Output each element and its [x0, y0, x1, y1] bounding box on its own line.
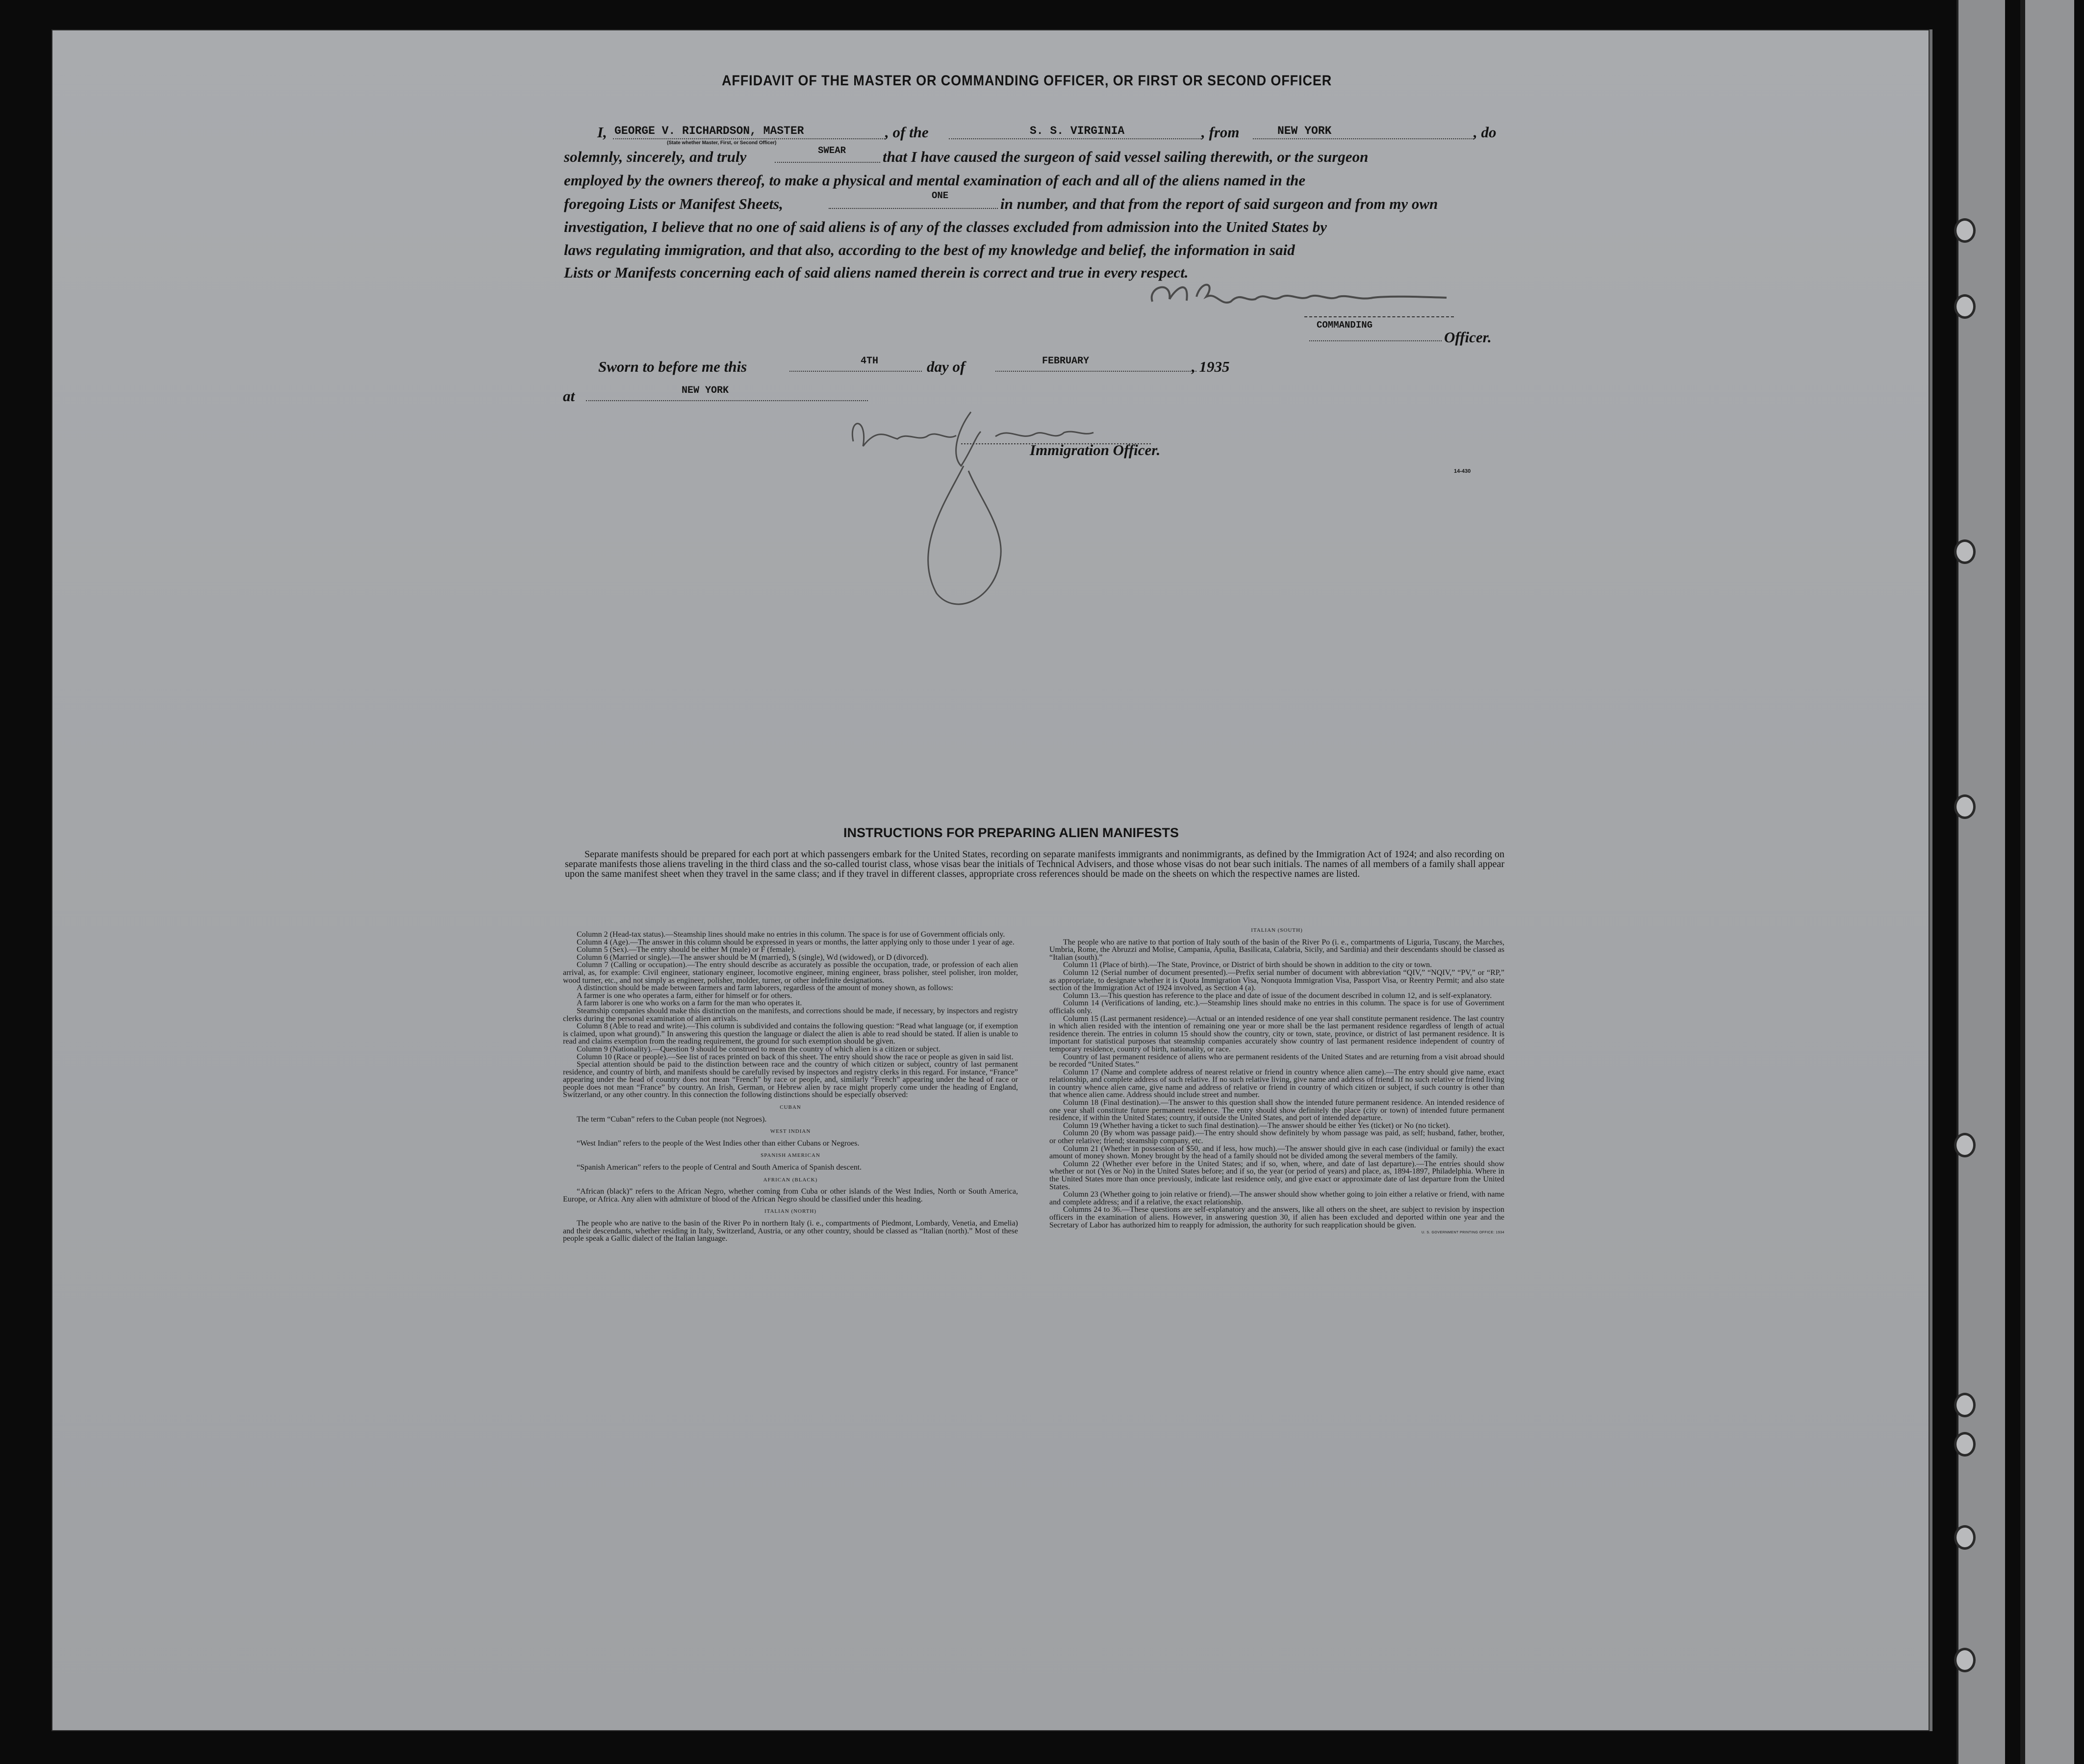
- affidavit-line-6: Lists or Manifests concerning each of said aliens named therein is correct and true in every respect.: [564, 264, 1189, 281]
- instructions-left-column: [563, 931, 1018, 1243]
- officer-label: Officer.: [1444, 329, 1492, 346]
- instruction-paragraph: Column 19 (Whether having a ticket to such final destination).—The answer should be either Yes (ticket) or No (no ticket).: [1063, 1121, 1450, 1130]
- immigration-officer-signature: [834, 402, 1157, 618]
- instruction-paragraph: Column 6 (Married or single).—The answer should be M (married), S (single), Wd (widowed), or D (divorced).: [577, 953, 929, 962]
- instruction-paragraph: Column 8 (Able to read and write).—This column is subdivided and contains the following question: “Read what language (or, if exemption is claimed, upon what ground).” In answering this question the language or dialect the alien is able to read should be stated. If alien is unable to read and claims exemption from the reading requirement, the ground for such exemption should be given.: [563, 1022, 1018, 1046]
- affidavit-line-4: investigation, I believe that no one of said aliens is of any of the classes excluded from admission into the United States by: [564, 218, 1327, 235]
- instruction-paragraph: Column 4 (Age).—The answer in this column should be expressed in years or months, the latter applying only to those under 1 year of age.: [577, 938, 1015, 946]
- instructions-right-column: [1049, 927, 1504, 1237]
- affidavit-line-3b: in number, and that from the report of said surgeon and from my own: [1000, 195, 1438, 212]
- affidavit-line-1b: that I have caused the surgeon of said vessel sailing therewith, or the surgeon: [883, 148, 1369, 165]
- name-rule: [613, 138, 885, 139]
- instruction-paragraph: Column 21 (Whether in possession of $50, and if less, how much).—The answer should give in each case (individual or family) the exact amount of money shown. Money brought by the head of a family should not be divided among the several members of the family.: [1049, 1144, 1504, 1161]
- day-rule: [789, 371, 922, 372]
- instruction-paragraph: Column 20 (By whom was passage paid).—The entry should show definitely by whom passage was paid, as self; husband, father, brother, or other relative; friend; steamship company, etc.: [1049, 1129, 1504, 1146]
- instruction-paragraph: Column 12 (Serial number of document presented).—Prefix serial number of document with abbreviation “QIV,” “NQIV,” “PV,” or “RP,” as appropriate, to designate whether it is Quota Immigration Visa, Nonquota Immigration Visa, Passport Visa, or Reentry Permit; and also state section of the Immigration Act of 1924 involved, as Section 4 (a).: [1049, 968, 1504, 993]
- instruction-paragraph: Column 7 (Calling or occupation).—The entry should describe as accurately as possible the occupation, trade, or profession of each alien arrival, as, for example: Civil engineer, stationary engineer, locomotive engineer, mining engineer, brass polisher, steel polisher, iron molder, wood turner, etc., and not simply as engineer, polisher, molder, turner, or other indefinite designations.: [563, 961, 1018, 985]
- instruction-paragraph: Column 23 (Whether going to join relative or friend).—The answer should show whether going to join either a relative or friend, with name and complete address; and if a relative, the exact relationship.: [1049, 1190, 1504, 1206]
- instructions-intro: Separate manifests should be prepared for each port at which passengers embark for the United States, recording on separate manifests immigrants and nonimmigrants, as defined by the Immigration Act of 1924; and also recording on separate manifests those aliens traveling in the third class and the so-called tourist class, whose visas bear the initials of Technical Advisers, and those whose visas do not bear such initials. The names of all members of a family shall appear upon the same manifest sheet when they travel in the same class; and if they travel in different classes, appropriate cross references should be made on the sheets on which the respective names are listed.: [565, 849, 1504, 879]
- instructions-title: INSTRUCTIONS FOR PREPARING ALIEN MANIFESTS: [843, 825, 1179, 840]
- instruction-paragraph: Column 18 (Final destination).—The answer to this question shall show the intended future permanent residence. An intended residence of one year shall constitute future permanent residence. The entry should show definitely the place (city or town) of intended future permanent residence, if within the United States; country, if outside the United States, and port of intended departure.: [1049, 1099, 1504, 1123]
- printing-office-imprint: U. S. GOVERNMENT PRINTING OFFICE: 1934: [1421, 1231, 1504, 1235]
- place-rule: [586, 400, 868, 401]
- do-label: , do: [1474, 124, 1497, 141]
- officer-rank: COMMANDING: [1317, 320, 1373, 331]
- signature-rule: [1304, 316, 1454, 317]
- of-the-label: , of the: [885, 124, 929, 141]
- sworn-text: Sworn to before me this: [598, 358, 747, 375]
- section-heading-cuban: CUBAN: [780, 1104, 801, 1111]
- affidavit-line-3a: foregoing Lists or Manifest Sheets,: [564, 195, 783, 212]
- affidavit-title: AFFIDAVIT OF THE MASTER OR COMMANDING OFFICER, OR FIRST OR SECOND OFFICER: [722, 73, 1332, 89]
- sworn-month: FEBRUARY: [1042, 356, 1090, 367]
- instruction-paragraph: The term “Cuban” refers to the Cuban people (not Negroes).: [577, 1115, 767, 1124]
- instruction-paragraph: Special attention should be paid to the distinction between race and the country of which citizen or subject, country of last permanent residence, and country of birth, and manifests should be carefully revised by inspectors and registry clerks in this regard. For instance, “France” appearing under the head of country does not mean “French” by race or people, and, similarly “French” appearing under the head of race or people does not mean “France” by country. An Irish, German, or Hebrew alien by race might properly come under the heading of England, Switzerland, or any other country. In this connection the following distinctions should be especially observed:: [563, 1060, 1018, 1099]
- day-of-label: day of: [927, 358, 966, 375]
- instruction-paragraph: Columns 24 to 36.—These questions are self-explanatory and the answers, like all others on the sheet, are subject to revision by inspection officers in the examination of aliens. However, in answering question 30, if alien has been excluded and deported within one year and the Secretary of Labor has authorized him to reapply for admission, the authority for such reapplication should be given.: [1049, 1205, 1504, 1229]
- punch-hole-icon: [1954, 1432, 1976, 1457]
- instruction-paragraph: Country of last permanent residence of aliens who are permanent residents of the United States and are returning from a visit abroad should be recorded “United States.”: [1049, 1052, 1504, 1069]
- instruction-paragraph: Column 5 (Sex).—The entry should be either M (male) or F (female).: [577, 946, 796, 954]
- binder-edge-right: [2020, 0, 2074, 1764]
- sworn-place: NEW YORK: [682, 385, 729, 396]
- binder-edge-left: [1957, 0, 2005, 1764]
- punch-hole-icon: [1954, 1648, 1976, 1672]
- document-page: [51, 29, 1932, 1731]
- instruction-paragraph: A farm laborer is one who works on a farm for the man who operates it.: [577, 999, 802, 1008]
- instruction-paragraph: Column 15 (Last permanent residence).—Actual or an intended residence of one year shall constitute permanent residence. The last country in which alien resided with the intention of remaining one year or more shall be the last permanent residence regardless of length of actual residence therein. The entries in column 15 should show the country, city or town, state, province, or district of last permanent residence. It is important for statistical purposes that steamship companies accurately show country of last permanent residence independent of country of temporary residence, country of birth, nationality, or race.: [1049, 1014, 1504, 1053]
- form-number: 14-430: [1454, 468, 1471, 474]
- instruction-paragraph: “West Indian” refers to the people of the West Indies other than either Cubans or Negroes.: [577, 1139, 860, 1148]
- punch-hole-icon: [1954, 1393, 1976, 1417]
- month-rule: [995, 371, 1196, 372]
- instruction-paragraph: Column 22 (Whether ever before in the United States; and if so, when, where, and date of last departure).—The entries should show whether or not (Yes or No) in the United States before; and if so, the year (or period of years) and place, as, 1894-1897, Philadelphia. Where in the United States more than once previously, indicate last residence only, and give exact or approximate date of last departure from the United States.: [1049, 1159, 1504, 1191]
- section-heading-african: AFRICAN (BLACK): [763, 1176, 818, 1183]
- instruction-paragraph: Column 2 (Head-tax status).—Steamship lines should make no entries in this column. The space is for use of Government officials only.: [577, 930, 1005, 939]
- affidavit-i: I,: [597, 124, 607, 141]
- master-signature: [1143, 272, 1461, 316]
- section-heading-italian-south: ITALIAN (SOUTH): [1251, 927, 1303, 933]
- sworn-year: , 1935: [1192, 358, 1230, 375]
- master-name: GEORGE V. RICHARDSON, MASTER: [614, 125, 804, 137]
- oath-type: SWEAR: [818, 145, 846, 156]
- instruction-paragraph: Column 14 (Verifications of landing, etc.).—Steamship lines should make no entries in this column. The space is for use of Government officials only.: [1049, 999, 1504, 1015]
- solemnly-text: solemnly, sincerely, and truly: [564, 148, 747, 165]
- instruction-paragraph: Column 17 (Name and complete address of nearest relative or friend in country whence alien came).—The entry should give name, exact relationship, and complete address of such relative. If no such relative living, give name and address of friend. If no such relative or friend living in country whence alien came, give name and address of relative or friend in country of which citizen or subject, if such country is other than that whence alien came. Address should include street and number.: [1049, 1068, 1504, 1099]
- instruction-paragraph: A farmer is one who operates a farm, either for himself or for others.: [577, 991, 792, 1000]
- punch-hole-icon: [1954, 1133, 1976, 1157]
- punch-hole-icon: [1954, 1525, 1976, 1550]
- immigration-officer-title: Immigration Officer.: [1030, 441, 1161, 459]
- instruction-paragraph: Column 13.—This question has reference to the place and date of issue of the document described in column 12, and is self-explanatory.: [1063, 991, 1492, 1000]
- instruction-paragraph: A distinction should be made between farmers and farm laborers, regardless of the amount of money shown, as follows:: [577, 984, 953, 993]
- instruction-paragraph: Column 9 (Nationality).—Question 9 should be construed to mean the country of which alien is a citizen or subject.: [577, 1045, 941, 1053]
- instruction-paragraph: “African (black)” refers to the African Negro, whether coming from Cuba or other islands of the West Indies, North or South America, Europe, or Africa. Any alien with admixture of blood of the African Negro should be classified under this heading.: [563, 1187, 1018, 1203]
- punch-hole-icon: [1954, 218, 1976, 243]
- section-heading-italian-north: ITALIAN (NORTH): [764, 1208, 817, 1215]
- oath-rule: [775, 162, 880, 163]
- from-port: NEW YORK: [1277, 125, 1332, 137]
- sheets-rule: [829, 208, 998, 209]
- punch-hole-icon: [1954, 539, 1976, 564]
- punch-hole-icon: [1954, 794, 1976, 819]
- from-label: , from: [1201, 124, 1240, 141]
- port-rule: [1253, 138, 1474, 139]
- at-label: at: [563, 387, 575, 405]
- rank-rule: [1309, 340, 1442, 341]
- section-heading-west-indian: WEST INDIAN: [770, 1128, 811, 1135]
- vessel-name: S. S. VIRGINIA: [1030, 125, 1125, 137]
- instruction-paragraph: Column 11 (Place of birth).—The State, Province, or District of birth should be shown in addition to the city or town.: [1063, 961, 1432, 970]
- section-heading-spanish-american: SPANISH AMERICAN: [761, 1152, 820, 1159]
- sworn-day: 4TH: [861, 356, 879, 367]
- vessel-rule: [949, 138, 1201, 139]
- punch-hole-icon: [1954, 294, 1976, 319]
- instruction-paragraph: The people who are native to that portion of Italy south of the basin of the River Po (i. e., compartments of Liguria, Tuscany, the Marches, Umbria, Rome, the Abruzzi and Molise, Campania, Apulia, Basilicata, Calabria, Sicily, and Sardinia) and their descendants should be classed as “Italian (south).”: [1049, 938, 1504, 962]
- affidavit-line-5: laws regulating immigration, and that also, according to the best of my knowledge and belief, the information in said: [564, 241, 1295, 258]
- sheet-count: ONE: [932, 190, 949, 201]
- instruction-paragraph: Column 10 (Race or people).—See list of races printed on back of this sheet. The entry should show the race or people as given in said list.: [577, 1052, 1014, 1061]
- officer-rank-hint: (State whether Master, First, or Second Officer): [667, 140, 777, 146]
- instruction-paragraph: Steamship companies should make this distinction on the manifests, and corrections should be made, if necessary, by inspectors and registry clerks during the personal examination of alien arrivals.: [563, 1006, 1018, 1023]
- instruction-paragraph: The people who are native to the basin of the River Po in northern Italy (i. e., compartments of Piedmont, Lombardy, Venetia, and Emelia) and their descendants, whether residing in Italy, Switzerland, Austria, or any other country, should be classed as “Italian (north).” Most of these people speak a Gallic dialect of the Italian language.: [563, 1219, 1018, 1243]
- affidavit-line-2: employed by the owners thereof, to make a physical and mental examination of each and all of the aliens named in the: [564, 172, 1306, 189]
- instruction-paragraph: “Spanish American” refers to the people of Central and South America of Spanish descent.: [577, 1163, 862, 1172]
